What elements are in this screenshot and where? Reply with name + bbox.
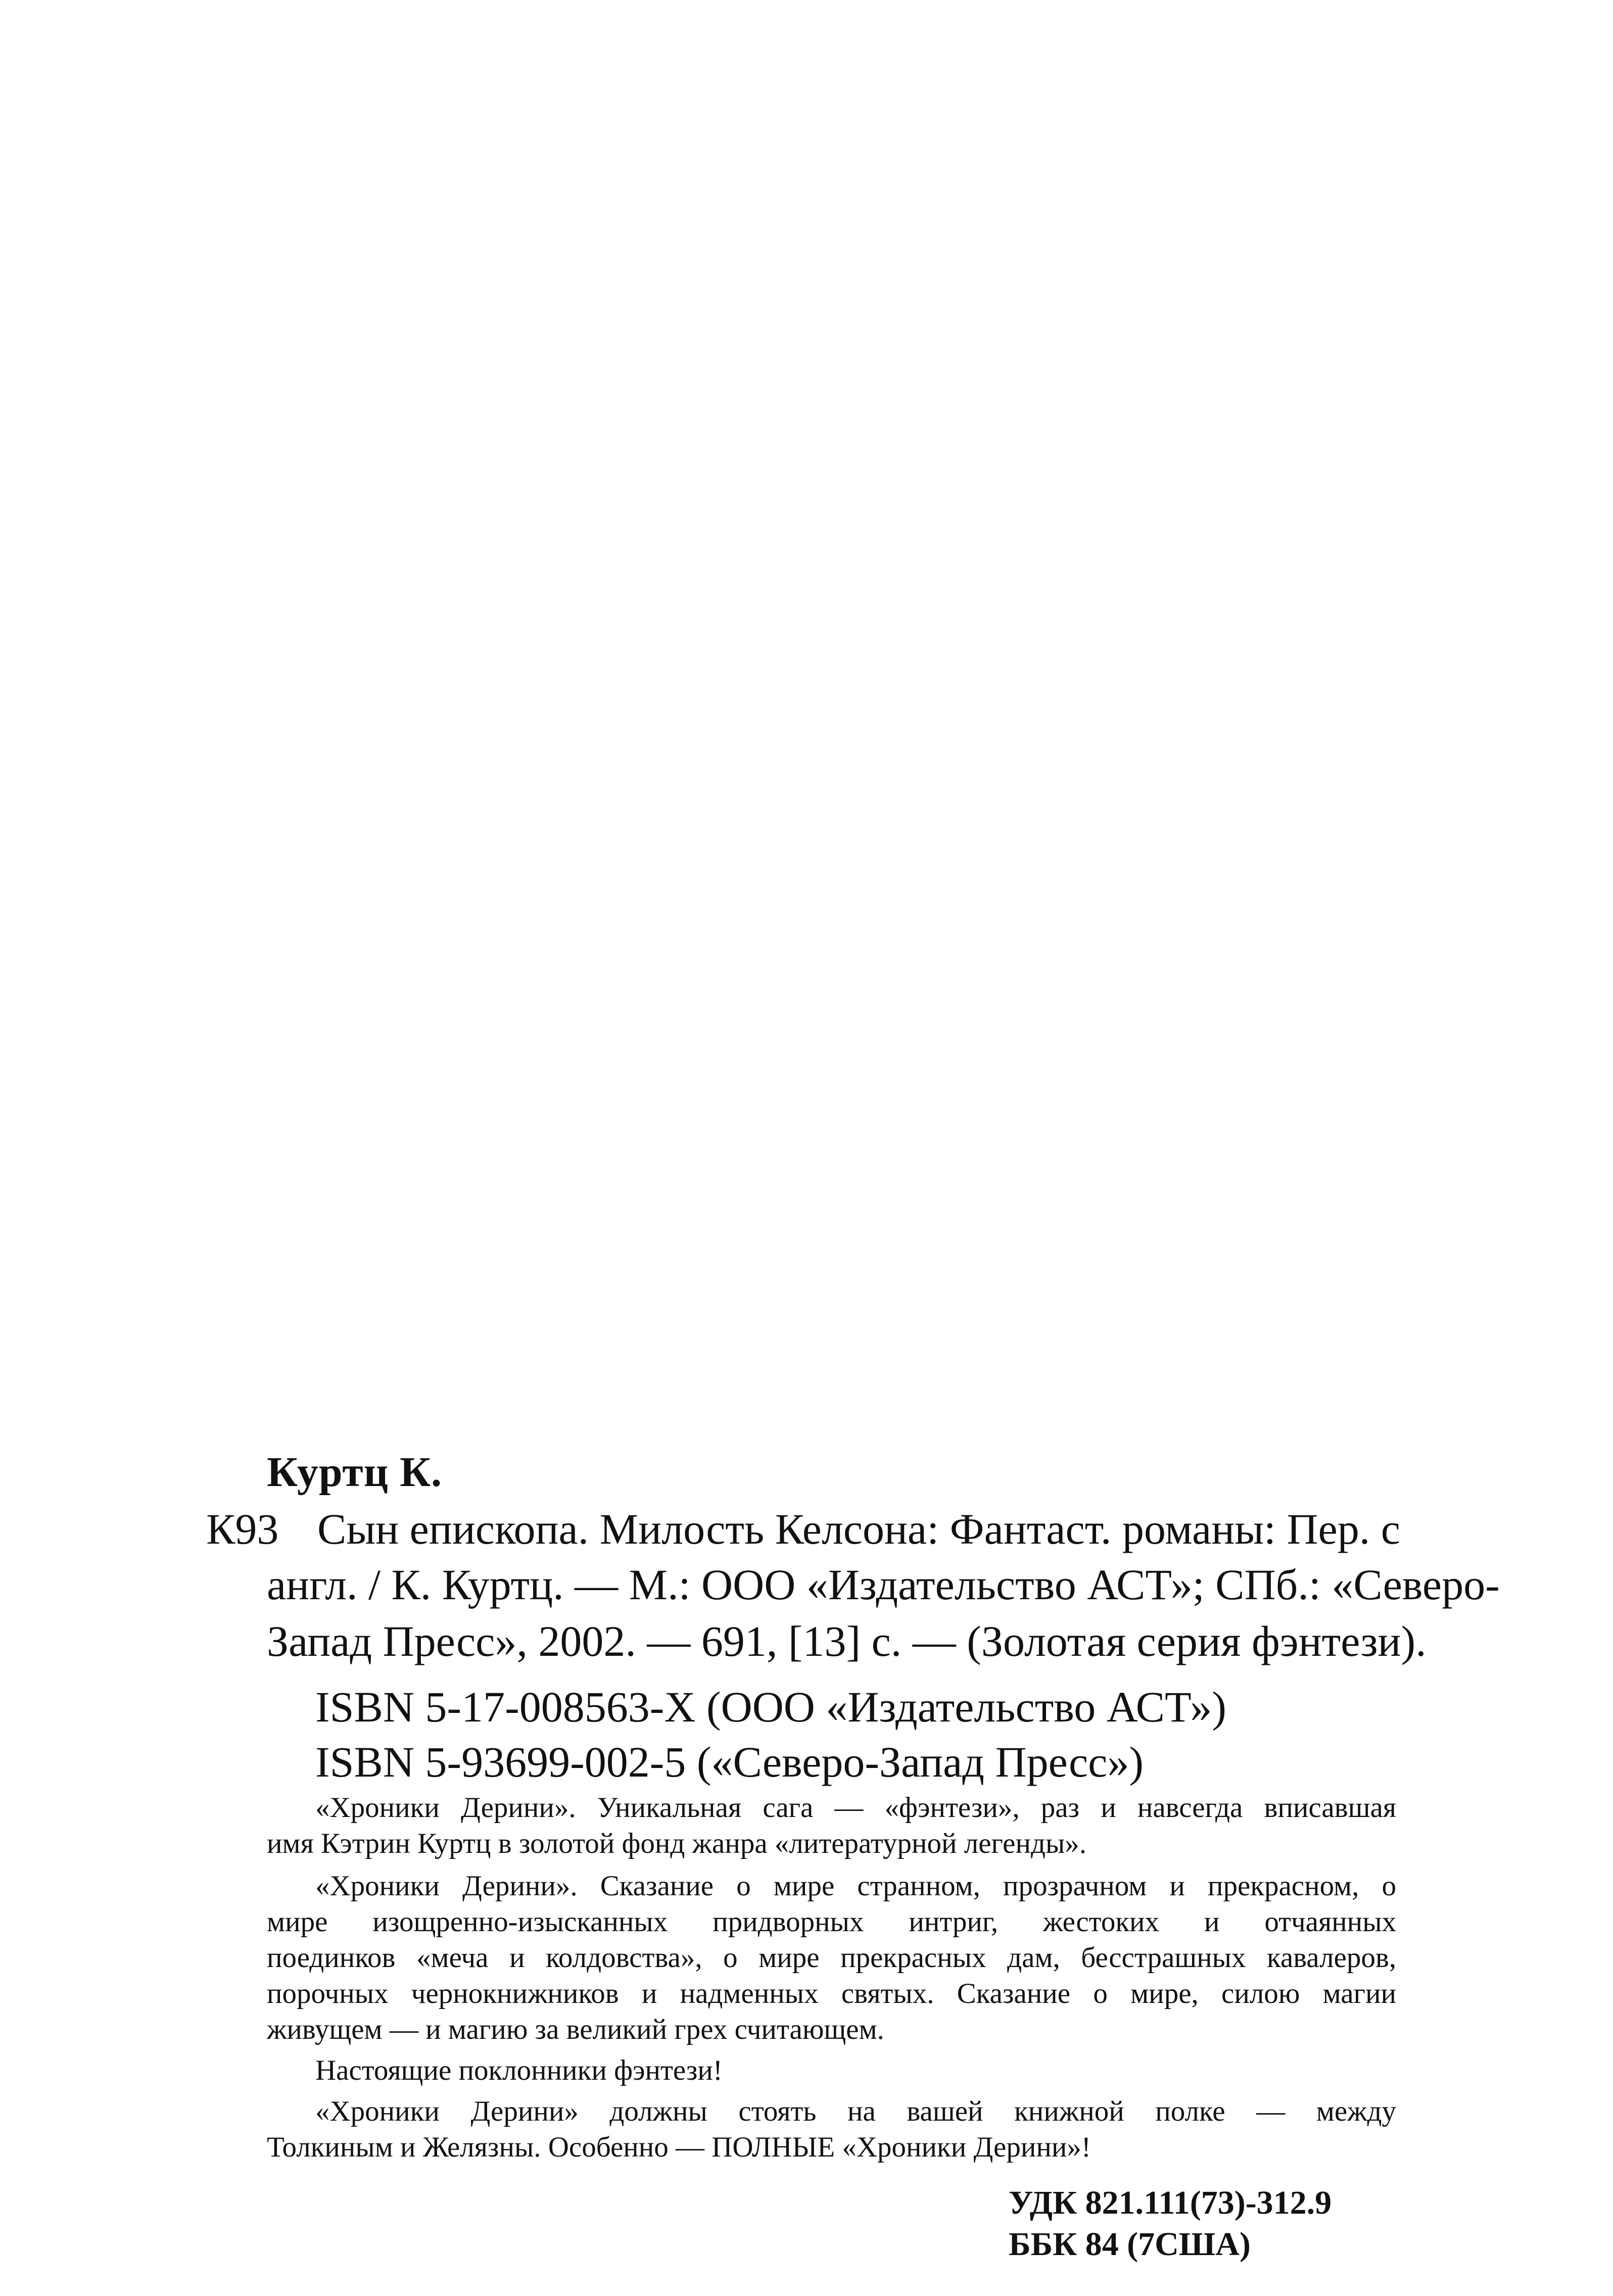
bibliographic-line-2: англ. / К. Куртц. — М.: ООО «Издательство АСТ»; СПб.: «Северо- <box>267 1560 1500 1609</box>
description-line-2: имя Кэтрин Куртц в золотой фонд жанра «литературной легенды». <box>267 1828 1087 1859</box>
bbk-code: ББК 84 (7США) <box>1009 2226 1251 2263</box>
isbn-line-1: ISBN 5-17-008563-Х (ООО «Издательство АСТ») <box>315 1683 1226 1731</box>
description-line-6: порочных чернокнижников и надменных святых. Сказание о мире, силою магии <box>267 1978 1396 2010</box>
class-code: К93 <box>206 1505 279 1553</box>
description-line-5: поединков «меча и колдовства», о мире прекрасных дам, бесстрашных кавалеров, <box>267 1942 1396 1974</box>
description-line-8: Настоящие поклонники фэнтези! <box>315 2054 723 2086</box>
description-line-1: «Хроники Дерини». Уникальная сага — «фэнтези», раз и навсегда вписавшая <box>315 1792 1396 1824</box>
description-line-10: Толкиным и Желязны. Особенно — ПОЛНЫЕ «Хроники Дерини»! <box>267 2131 1091 2163</box>
description-line-7: живущем — и магию за великий грех считающем. <box>267 2014 884 2045</box>
description-line-4: мире изощренно-изысканных придворных интриг, жестоких и отчаянных <box>267 1906 1396 1938</box>
bibliographic-line-3: Запад Пресс», 2002. — 691, [13] с. — (Золотая серия фэнтези). <box>267 1617 1427 1665</box>
isbn-line-2: ISBN 5-93699-002-5 («Северо-Запад Пресс») <box>315 1738 1144 1786</box>
udc-code: УДК 821.111(73)-312.9 <box>1009 2184 1332 2221</box>
description-line-9: «Хроники Дерини» должны стоять на вашей книжной полке — между <box>315 2095 1396 2127</box>
bibliographic-line-1: Сын епископа. Милость Келсона: Фантаст. романы: Пер. с <box>317 1505 1400 1553</box>
description-line-3: «Хроники Дерини». Сказание о мире странном, прозрачном и прекрасном, о <box>315 1870 1396 1902</box>
author-heading: Куртц К. <box>267 1449 442 1496</box>
